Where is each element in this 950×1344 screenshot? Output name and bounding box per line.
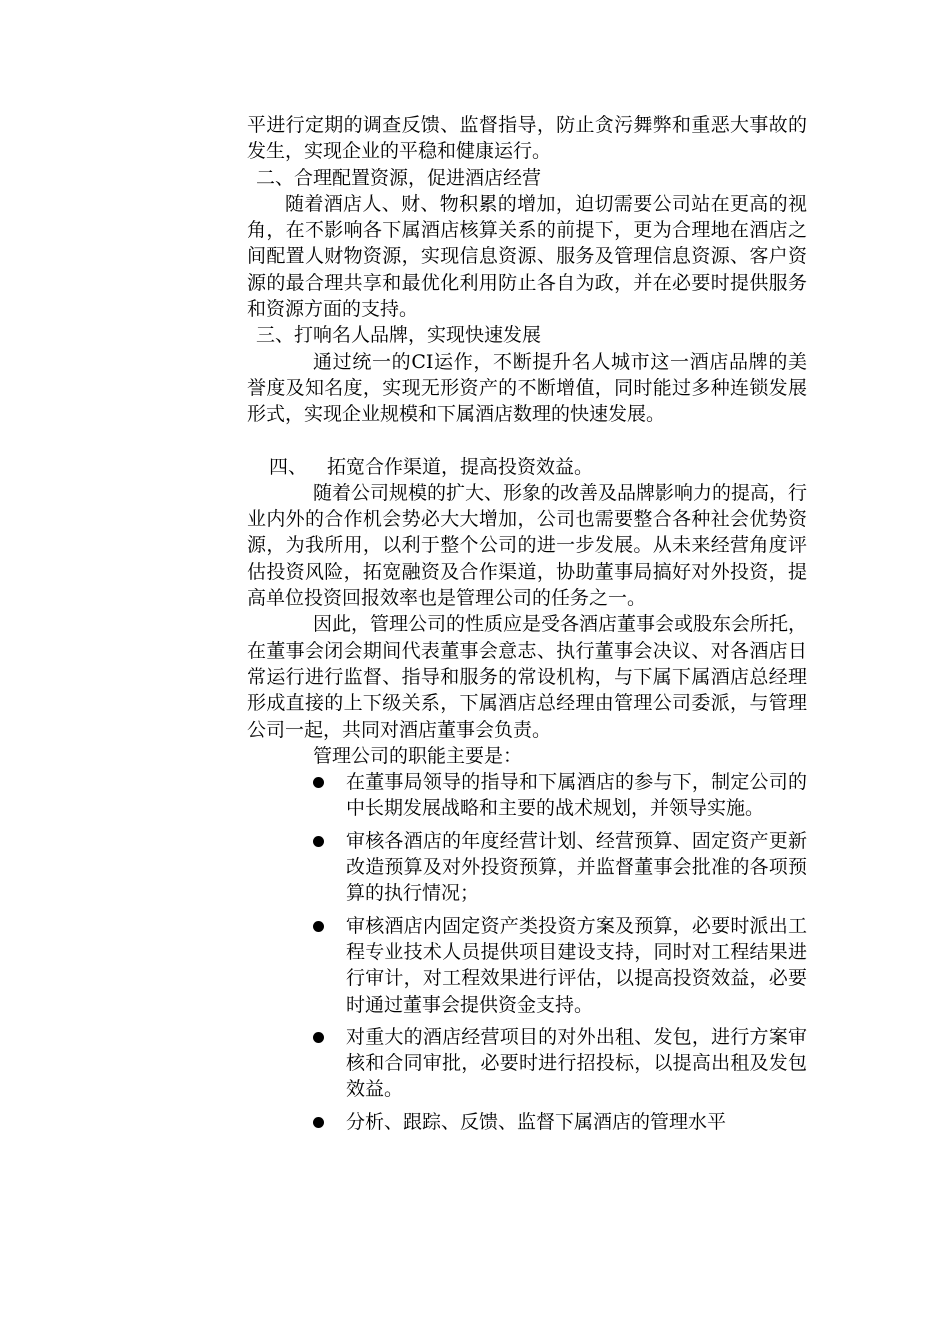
functions-list bbox=[247, 769, 807, 1135]
section-heading-3: 三、打响名人品牌，实现快速发展 bbox=[256, 324, 542, 347]
section-4-title: 拓宽合作渠道，提高投资效益。 bbox=[327, 455, 594, 478]
functions-intro: 管理公司的职能主要是： bbox=[313, 744, 523, 767]
document-page bbox=[247, 112, 807, 1141]
function-text: 对重大的酒店经营项目的对外出租、发包，进行方案审核和合同审批，必要时进行招投标，以提高出租及发包效益。 bbox=[346, 1025, 807, 1101]
bullet-dot-icon bbox=[313, 1117, 324, 1128]
section-4-number: 四、 bbox=[269, 455, 308, 478]
section-2-paragraph: 随着酒店人、财、物积累的增加，迫切需要公司站在更高的视角，在不影响各下属酒店核算关系的前提下，更为合理地在酒店之间配置人财物资源，实现信息资源、服务及管理信息资源、客户资源的最合理共享和最优化利用防止各自为政，并在必要时提供服务和资源方面的支持。 bbox=[247, 192, 807, 321]
list-item bbox=[247, 1024, 807, 1103]
section-3-paragraph: 通过统一的CI运作，不断提升名人城市这一酒店品牌的美誉度及知名度，实现无形资产的不断增值，同时能过多种连锁发展形式，实现企业规模和下属酒店数理的快速发展。 bbox=[247, 350, 807, 426]
bullet-dot-icon bbox=[313, 777, 324, 788]
function-text: 在董事局领导的指导和下属酒店的参与下，制定公司的中长期发展战略和主要的战术规划，并领导实施。 bbox=[346, 771, 807, 820]
nature-paragraph: 因此，管理公司的性质应是受各酒店董事会或股东会所托，在董事会闭会期间代表董事会意志、执行董事会决议、对各酒店日常运行进行监督、指导和服务的常设机构，与下属下属酒店总经理形成直接的上下级关系，下属酒店总经理由管理公司委派，与管理公司一起，共同对酒店董事会负责。 bbox=[247, 613, 808, 741]
bullet-dot-icon bbox=[313, 921, 324, 932]
list-item bbox=[247, 1109, 807, 1135]
intro-paragraph: 平进行定期的调查反馈、监督指导，防止贪污舞弊和重恶大事故的发生，实现企业的平稳和健康运行。 bbox=[247, 114, 807, 163]
function-text: 审核各酒店的年度经营计划、经营预算、固定资产更新改造预算及对外投资预算，并监督董事会批准的各项预算的执行情况； bbox=[346, 829, 807, 905]
bullet-dot-icon bbox=[313, 1032, 324, 1043]
section-4-paragraph: 随着公司规模的扩大、形象的改善及品牌影响力的提高，行业内外的合作机会势必大大增加，公司也需要整合各种社会优势资源，为我所用，以利于整个公司的进一步发展。从未来经营角度评估投资风险，拓宽融资及合作渠道，协助董事局搞好对外投资，提高单位投资回报效率也是管理公司的任务之一。 bbox=[247, 481, 808, 610]
section-heading-4 bbox=[247, 454, 807, 480]
function-text: 分析、跟踪、反馈、监督下属酒店的管理水平 bbox=[346, 1110, 727, 1133]
list-item bbox=[247, 769, 807, 822]
bullet-dot-icon bbox=[313, 836, 324, 847]
section-heading-2: 二、合理配置资源，促进酒店经营 bbox=[256, 166, 542, 189]
list-item bbox=[247, 913, 807, 1018]
list-item bbox=[247, 828, 807, 907]
function-text: 审核酒店内固定资产类投资方案及预算，必要时派出工程专业技术人员提供项目建设支持，同时对工程结果进行审计，对工程效果进行评估，以提高投资效益，必要时通过董事会提供资金支持。 bbox=[346, 914, 807, 1016]
